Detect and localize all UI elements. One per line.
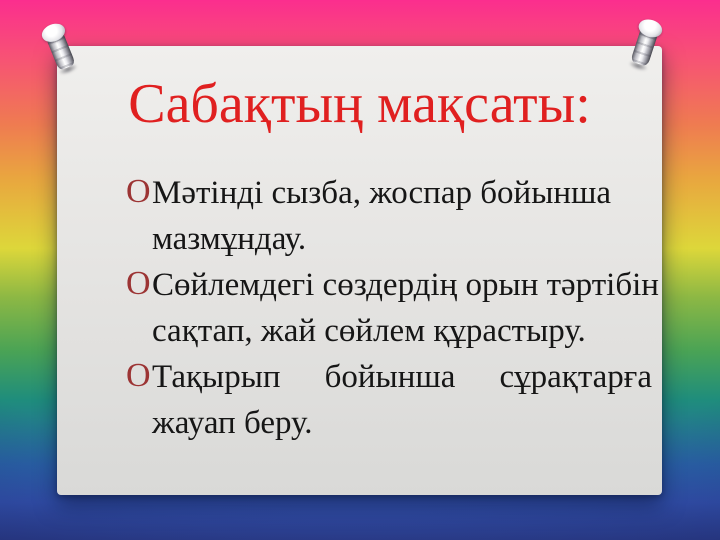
bullet-o-marker: O <box>126 357 151 394</box>
bullet-o-marker: O <box>126 173 151 210</box>
slide-card <box>57 46 662 495</box>
bullet-text-line: жауап беру. <box>152 405 313 441</box>
bullet-list <box>126 170 659 446</box>
bullet-text-line: сақтап, жай сөйлем құрастыру. <box>152 313 586 349</box>
bullet-item-3 <box>126 354 652 446</box>
justified-word: Тақырып <box>152 359 281 395</box>
bullet-text-line: мазмұндау. <box>152 221 307 257</box>
slide-title: Сабақтың мақсаты: <box>128 73 591 135</box>
bullet-item-2 <box>126 262 659 354</box>
bullet-text-line: Сөйлемдегі сөздердің орын тәртібін <box>152 267 659 303</box>
bullet-o-marker: O <box>126 265 151 302</box>
bullet-item-1 <box>126 170 652 262</box>
bullet-text-line: Мәтінді сызба, жоспар бойынша <box>152 175 612 211</box>
justified-word: бойынша <box>324 359 456 395</box>
bullet-text-line-justified <box>152 354 652 400</box>
justified-word: сұрақтарға <box>499 359 652 395</box>
